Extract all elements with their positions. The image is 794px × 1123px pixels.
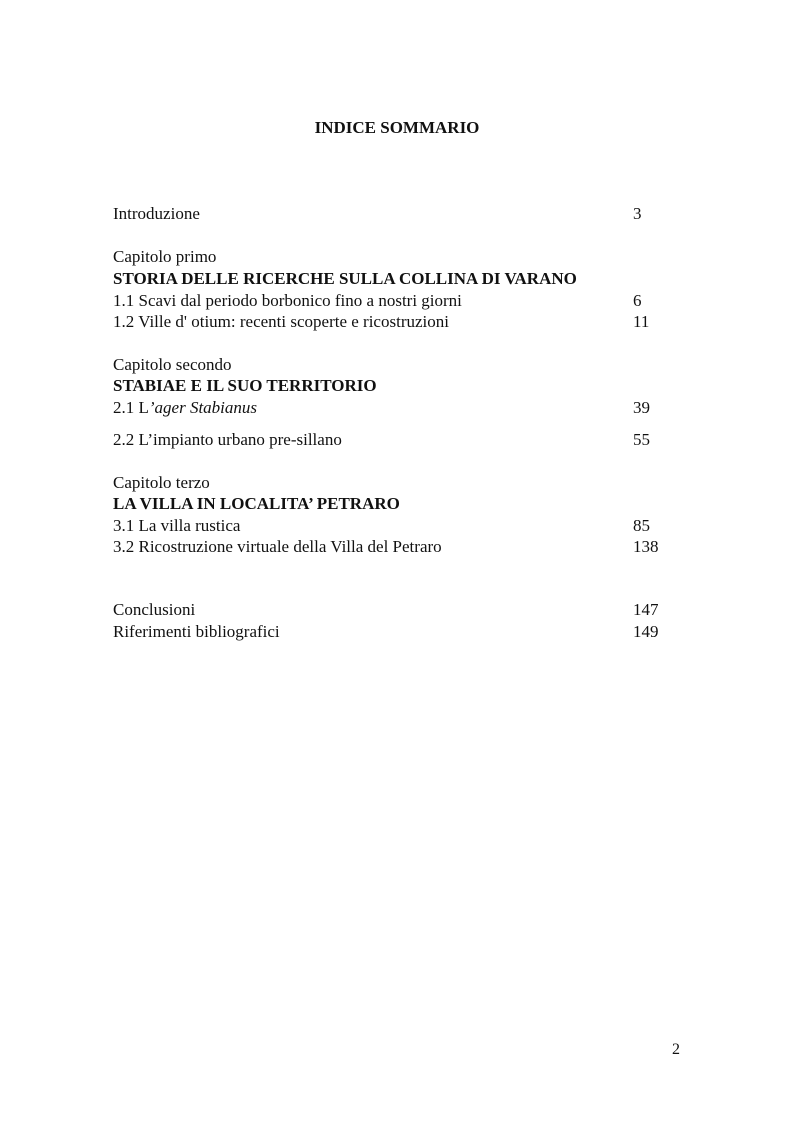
toc-page-3-1: 85: [633, 516, 650, 535]
page-title: INDICE SOMMARIO: [314, 118, 480, 137]
chapter-2-label: Capitolo secondo: [113, 355, 232, 374]
page-number: 2: [672, 1041, 680, 1058]
toc-entry-introduction: Introduzione: [113, 204, 200, 223]
toc-entry-2-2: 2.2 L’impianto urbano pre-sillano: [113, 430, 342, 449]
toc-page-introduction: 3: [633, 204, 642, 223]
toc-page-1-2: 11: [633, 312, 650, 331]
chapter-3-heading: LA VILLA IN LOCALITA’ PETRARO: [113, 494, 400, 513]
toc-entry-bibliography: Riferimenti bibliografici: [113, 622, 280, 641]
toc-entry-2-1-prefix: 2.1 L: [113, 398, 149, 417]
toc-page-conclusions: 147: [633, 600, 659, 619]
toc-page-3-2: 138: [633, 537, 659, 556]
toc-page-2-1: 39: [633, 398, 650, 417]
toc-entry-conclusions: Conclusioni: [113, 600, 196, 619]
chapter-1-label: Capitolo primo: [113, 247, 217, 266]
toc-entry-3-2: 3.2 Ricostruzione virtuale della Villa del Petraro: [113, 537, 442, 556]
toc-entry-3-1: 3.1 La villa rustica: [113, 516, 241, 535]
toc-entry-1-1: 1.1 Scavi dal periodo borbonico fino a nostri giorni: [113, 291, 462, 310]
toc-page-bibliography: 149: [633, 622, 659, 641]
chapter-2-heading: STABIAE E IL SUO TERRITORIO: [113, 376, 377, 395]
toc-page-1-1: 6: [633, 291, 642, 310]
chapter-1-heading: STORIA DELLE RICERCHE SULLA COLLINA DI VARANO: [113, 269, 577, 288]
toc-entry-2-1-italic: ’ager Stabianus: [148, 398, 258, 417]
toc-entry-2-1: [113, 398, 257, 418]
toc-entry-1-2: 1.2 Ville d' otium: recenti scoperte e ricostruzioni: [113, 312, 449, 331]
chapter-3-label: Capitolo terzo: [113, 473, 210, 492]
toc-page-2-2: 55: [633, 430, 650, 449]
